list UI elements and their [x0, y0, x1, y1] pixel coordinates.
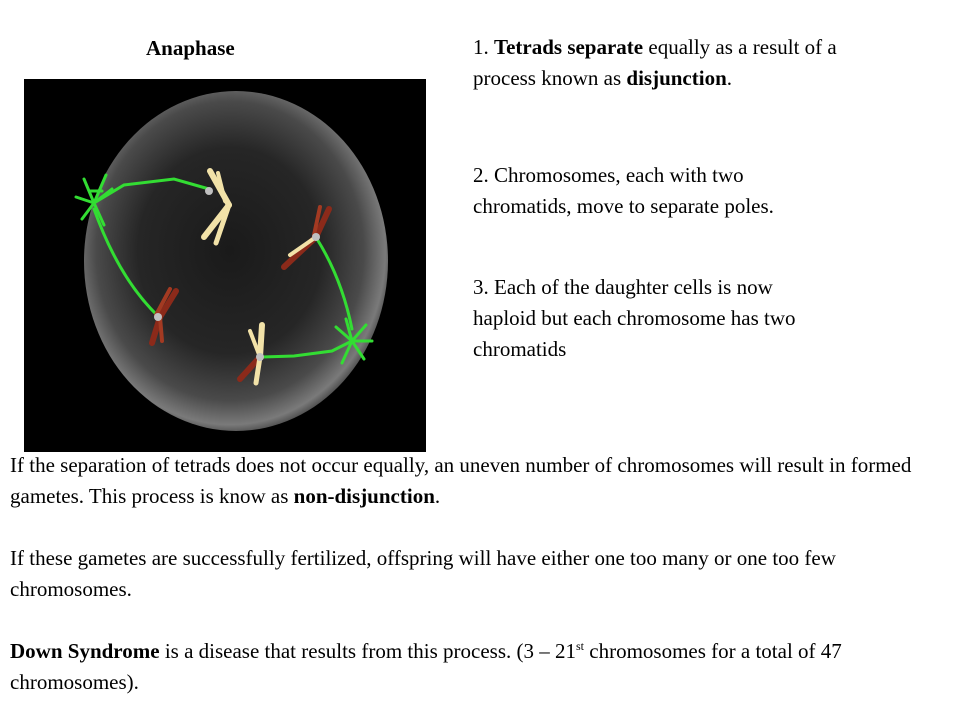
point-1-bold-tetrads: Tetrads separate	[494, 35, 644, 59]
point-1-bold-disjunction: disjunction	[626, 66, 727, 90]
nondisjunction-term: non-disjunction	[293, 484, 435, 508]
point-1-number: 1.	[473, 35, 494, 59]
paragraph-1-text: If the separation of tetrads does not occur equally, an uneven number of chromosomes will result in formed gametes. This process is know as	[10, 453, 912, 508]
paragraph-3-text-end: chromosomes for a total of 47 chromosomes).	[10, 639, 842, 694]
cell-membrane	[84, 91, 388, 431]
point-1-period: .	[726, 66, 733, 90]
point-2-chromosomes: 2. Chromosomes, each with two chromatids, move to separate poles.	[473, 163, 774, 218]
anaphase-figure	[24, 79, 426, 452]
ordinal-suffix: st	[575, 639, 584, 653]
paragraph-nondisjunction	[10, 450, 955, 512]
body-text	[10, 450, 955, 698]
paragraph-down-syndrome	[10, 636, 955, 698]
paragraph-3-text: is a disease that results from this process. (3 – 21	[159, 639, 576, 663]
point-3-haploid: 3. Each of the daughter cells is now haploid but each chromosome has two chromatids	[473, 275, 796, 361]
down-syndrome-term: Down Syndrome	[10, 639, 160, 663]
point-1-disjunction	[473, 32, 853, 94]
paragraph-fertilization: If these gametes are successfully fertilized, offspring will have either one too many or one too few chromosomes.	[10, 546, 836, 601]
anaphase-illustration	[24, 79, 426, 452]
paragraph-1-period: .	[434, 484, 441, 508]
slide-title: Anaphase	[146, 36, 235, 60]
point-1-text: equally as a result of a process known as	[473, 35, 837, 90]
